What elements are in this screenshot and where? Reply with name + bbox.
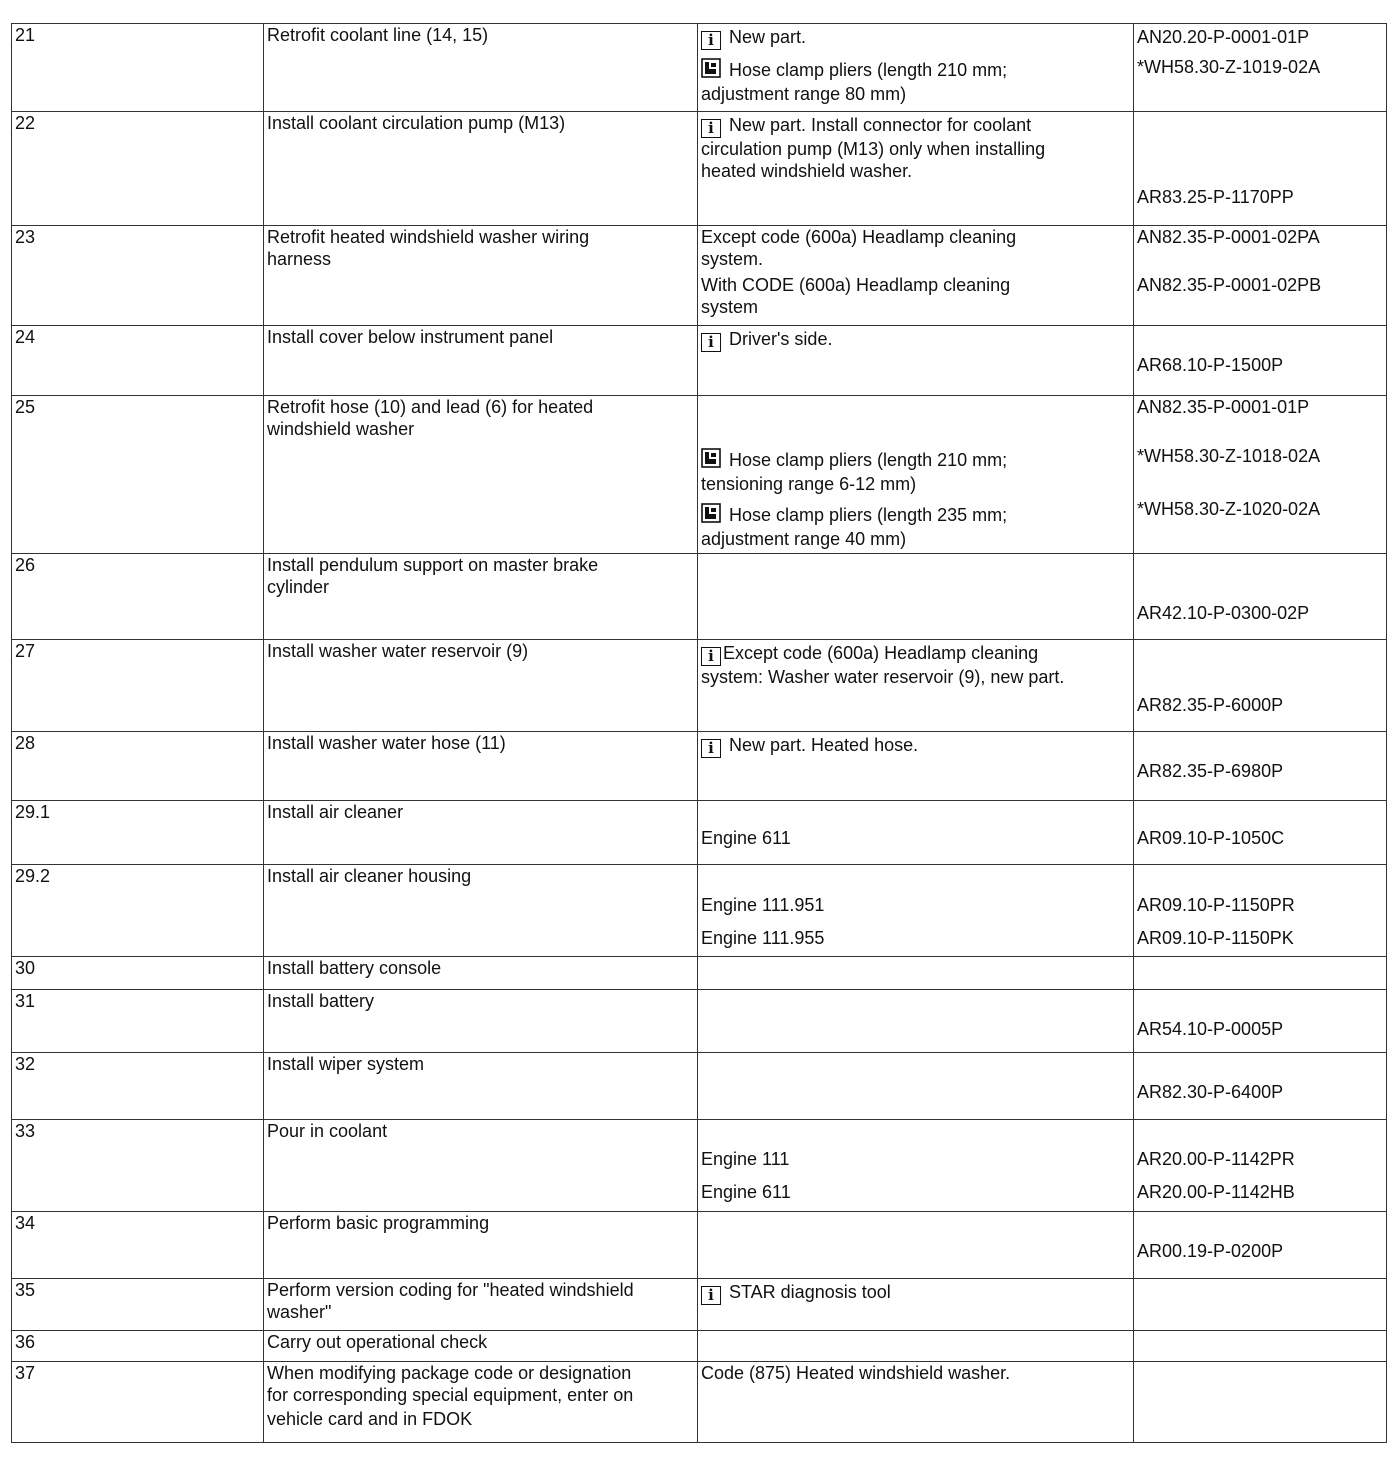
operation-text (264, 554, 698, 640)
note-text: Driver's side. (729, 329, 833, 349)
note-text: adjustment range 80 mm) (701, 84, 907, 104)
operation-text: Install cover below instrument panel (264, 326, 698, 396)
document-reference[interactable]: AR82.35-P-6980P (1137, 761, 1284, 781)
document-reference[interactable]: AR42.10-P-0300-02P (1137, 603, 1310, 623)
operation-line: washer" (267, 1302, 332, 1322)
note-text: Hose clamp pliers (length 210 mm; (729, 60, 1008, 80)
reference-cell (1134, 396, 1387, 554)
reference-cell (1134, 1279, 1387, 1331)
table-row (12, 554, 1387, 640)
reference-cell (1134, 1120, 1387, 1212)
operation-text: Install air cleaner (264, 801, 698, 865)
operation-line: Retrofit hose (10) and lead (6) for heated (267, 397, 594, 417)
note-text: Except code (600a) Headlamp cleaning (701, 227, 1017, 247)
notes-cell (698, 801, 1134, 865)
operation-line: cylinder (267, 577, 330, 597)
info-icon: i (701, 333, 721, 352)
table-row (12, 1053, 1387, 1120)
notes-cell (698, 640, 1134, 732)
table-row (12, 1279, 1387, 1331)
reference-cell (1134, 640, 1387, 732)
info-icon: i (701, 31, 721, 50)
step-number: 30 (12, 957, 264, 990)
tool-reference[interactable]: *WH58.30-Z-1018-02A (1137, 446, 1321, 466)
table-row (12, 957, 1387, 990)
reference-cell (1134, 326, 1387, 396)
reference-cell (1134, 801, 1387, 865)
operation-text: Install coolant circulation pump (M13) (264, 112, 698, 226)
notes-cell (698, 1120, 1134, 1212)
note-text: New part. Heated hose. (729, 735, 919, 755)
operation-line: for corresponding special equipment, enter on (267, 1385, 634, 1405)
note-text: tensioning range 6-12 mm) (701, 474, 917, 494)
notes-cell (698, 957, 1134, 990)
step-number: 22 (12, 112, 264, 226)
reference-cell (1134, 990, 1387, 1053)
reference-cell (1134, 226, 1387, 326)
table-row (12, 732, 1387, 801)
document-reference[interactable]: AR83.25-P-1170PP (1137, 187, 1294, 207)
note-text: Engine 611 (701, 1182, 791, 1202)
operation-text (264, 396, 698, 554)
document-reference[interactable]: AR20.00-P-1142PR (1137, 1149, 1295, 1169)
special-tool-icon (701, 58, 721, 83)
notes-cell (698, 112, 1134, 226)
reference-cell (1134, 554, 1387, 640)
note-text: Engine 111.955 (701, 928, 825, 948)
note-text: Engine 111 (701, 1149, 790, 1169)
table-row (12, 24, 1387, 112)
document-reference[interactable]: AR82.35-P-6000P (1137, 695, 1284, 715)
step-number: 26 (12, 554, 264, 640)
operation-text: Install wiper system (264, 1053, 698, 1120)
note-text: Hose clamp pliers (length 235 mm; (729, 505, 1008, 525)
note-text: heated windshield washer. (701, 161, 913, 181)
notes-cell (698, 1331, 1134, 1362)
reference-cell (1134, 1331, 1387, 1362)
note-text: Code (875) Heated windshield washer. (701, 1363, 1011, 1383)
operation-line: Install pendulum support on master brake (267, 555, 599, 575)
step-number: 35 (12, 1279, 264, 1331)
table-row (12, 865, 1387, 957)
info-icon: i (701, 739, 721, 758)
notes-cell (698, 1212, 1134, 1279)
step-number: 21 (12, 24, 264, 112)
note-text: system: Washer water reservoir (9), new part. (701, 667, 1065, 687)
operation-line: Retrofit heated windshield washer wiring (267, 227, 590, 247)
step-number: 29.1 (12, 801, 264, 865)
step-number: 24 (12, 326, 264, 396)
table-row (12, 1212, 1387, 1279)
operation-text: Install air cleaner housing (264, 865, 698, 957)
table-row (12, 990, 1387, 1053)
document-reference[interactable]: AR82.30-P-6400P (1137, 1082, 1284, 1102)
document-reference[interactable]: AN20.20-P-0001-01P (1137, 27, 1310, 47)
step-number: 32 (12, 1053, 264, 1120)
reference-cell (1134, 957, 1387, 990)
table-row (12, 1120, 1387, 1212)
notes-cell (698, 24, 1134, 112)
step-number: 36 (12, 1331, 264, 1362)
tool-reference[interactable]: *WH58.30-Z-1020-02A (1137, 499, 1321, 519)
note-text: circulation pump (M13) only when installing (701, 139, 1046, 159)
info-icon: i (701, 1286, 721, 1305)
document-reference[interactable]: AN82.35-P-0001-01P (1137, 397, 1310, 417)
table-row (12, 1362, 1387, 1443)
notes-cell (698, 326, 1134, 396)
document-reference[interactable]: AR09.10-P-1150PR (1137, 895, 1295, 915)
document-reference[interactable]: AR54.10-P-0005P (1137, 1019, 1284, 1039)
step-number: 29.2 (12, 865, 264, 957)
step-number: 23 (12, 226, 264, 326)
notes-cell (698, 554, 1134, 640)
notes-cell (698, 1279, 1134, 1331)
notes-cell (698, 1053, 1134, 1120)
notes-cell (698, 226, 1134, 326)
document-reference[interactable]: AN82.35-P-0001-02PB (1137, 275, 1322, 295)
document-reference[interactable]: AN82.35-P-0001-02PA (1137, 227, 1320, 247)
table-row (12, 396, 1387, 554)
tool-reference[interactable]: *WH58.30-Z-1019-02A (1137, 57, 1321, 77)
notes-cell (698, 396, 1134, 554)
info-icon: i (701, 119, 721, 138)
info-icon: i (701, 647, 721, 666)
document-reference[interactable]: AR20.00-P-1142HB (1137, 1182, 1295, 1202)
step-number: 28 (12, 732, 264, 801)
note-text: Engine 111.951 (701, 895, 825, 915)
step-number: 33 (12, 1120, 264, 1212)
document-reference[interactable]: AR09.10-P-1150PK (1137, 928, 1294, 948)
note-text: system (701, 297, 759, 317)
document-reference[interactable]: AR00.19-P-0200P (1137, 1241, 1284, 1261)
special-tool-icon (701, 448, 721, 473)
table-row (12, 801, 1387, 865)
step-number: 25 (12, 396, 264, 554)
operation-line: windshield washer (267, 419, 415, 439)
reference-cell (1134, 732, 1387, 801)
note-text: adjustment range 40 mm) (701, 529, 907, 549)
note-text: Except code (600a) Headlamp cleaning (723, 643, 1039, 663)
step-number: 27 (12, 640, 264, 732)
operation-text: Install battery (264, 990, 698, 1053)
document-reference[interactable]: AR68.10-P-1500P (1137, 355, 1284, 375)
operation-text: Carry out operational check (264, 1331, 698, 1362)
operation-text: Install washer water hose (11) (264, 732, 698, 801)
note-text: STAR diagnosis tool (729, 1282, 891, 1302)
special-tool-icon (701, 503, 721, 528)
table-row (12, 640, 1387, 732)
note-text: With CODE (600a) Headlamp cleaning (701, 275, 1011, 295)
operation-line: When modifying package code or designation (267, 1363, 632, 1383)
operation-text: Pour in coolant (264, 1120, 698, 1212)
document-reference[interactable]: AR09.10-P-1050C (1137, 828, 1285, 848)
operation-text: Perform basic programming (264, 1212, 698, 1279)
notes-cell (698, 865, 1134, 957)
operation-text (264, 1279, 698, 1331)
notes-cell (698, 990, 1134, 1053)
notes-cell (698, 1362, 1134, 1443)
operation-text (264, 226, 698, 326)
operation-text: Install washer water reservoir (9) (264, 640, 698, 732)
procedure-table (11, 23, 1387, 1443)
reference-cell (1134, 112, 1387, 226)
operation-text: Install battery console (264, 957, 698, 990)
reference-cell (1134, 24, 1387, 112)
operation-text: Retrofit coolant line (14, 15) (264, 24, 698, 112)
table-row (12, 1331, 1387, 1362)
table-row (12, 112, 1387, 226)
reference-cell (1134, 1362, 1387, 1443)
notes-cell (698, 732, 1134, 801)
operation-text (264, 1362, 698, 1443)
reference-cell (1134, 865, 1387, 957)
note-text: system. (701, 249, 764, 269)
note-text: Engine 611 (701, 828, 791, 848)
operation-line: harness (267, 249, 332, 269)
step-number: 37 (12, 1362, 264, 1443)
reference-cell (1134, 1212, 1387, 1279)
note-text: New part. Install connector for coolant (729, 115, 1032, 135)
note-text: New part. (729, 27, 807, 47)
step-number: 31 (12, 990, 264, 1053)
reference-cell (1134, 1053, 1387, 1120)
step-number: 34 (12, 1212, 264, 1279)
note-text: Hose clamp pliers (length 210 mm; (729, 450, 1008, 470)
operation-line: Perform version coding for "heated windshield (267, 1280, 634, 1300)
operation-line: vehicle card and in FDOK (267, 1409, 473, 1429)
table-row (12, 226, 1387, 326)
table-row (12, 326, 1387, 396)
